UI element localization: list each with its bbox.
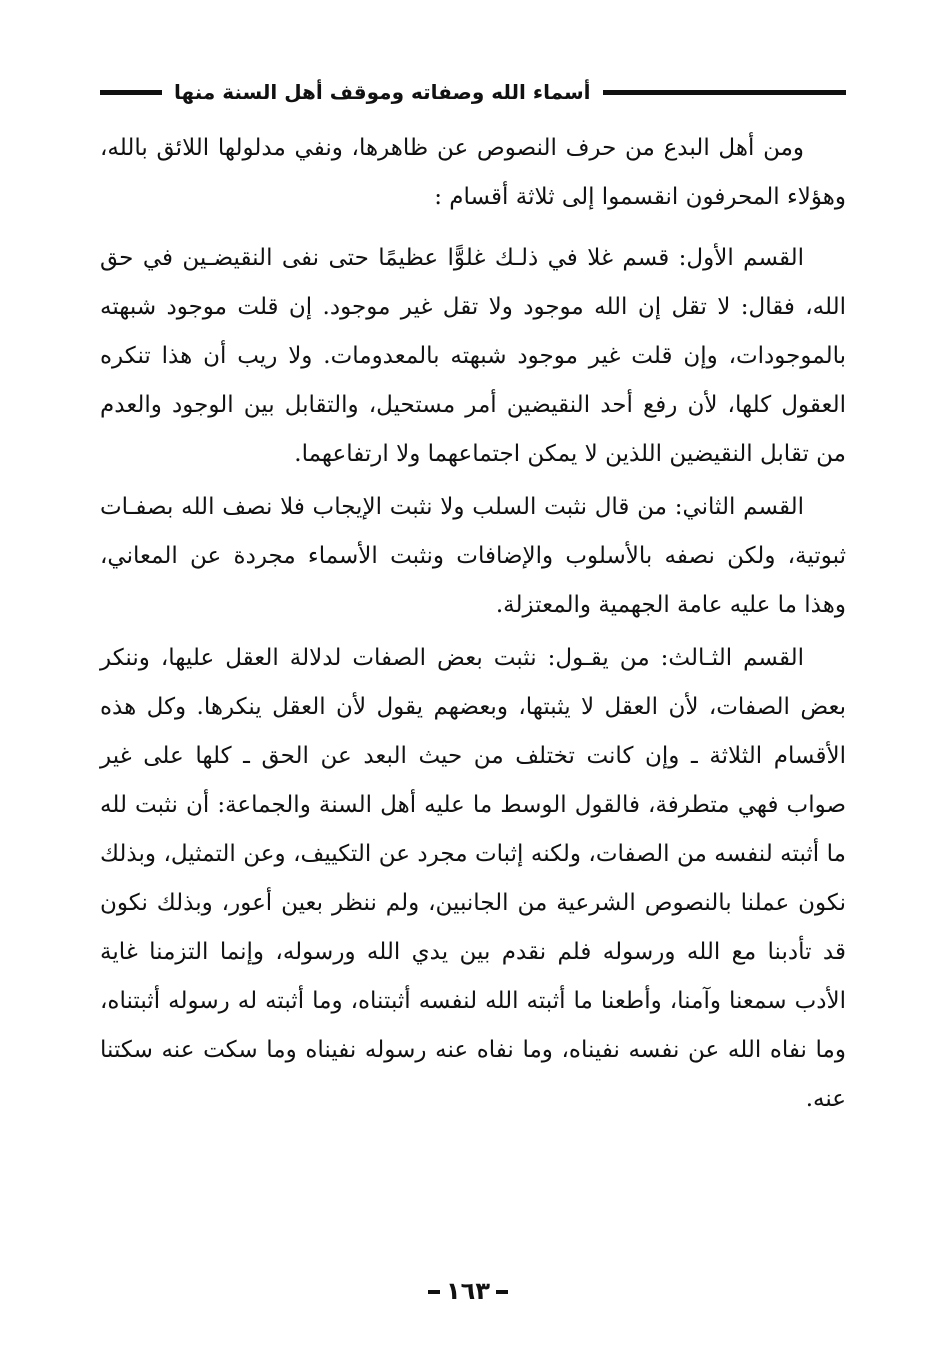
paragraph-section-one: القسم الأول: قسم غلا في ذلـك غلوًّا عظيمًا حتى نفى النقيضـين في حق الله، فقال: لا تقل إن الله موجود ولا تقل غير موجود. إن قلت موجود شبهته بالموجودات، وإن قلت غير موجود شبهته بالمعدومات. ولا ريب أن هذا تنكره العقول كلها، لأن رفع أحد النقيضين أمر مستحيل، والتقابل بين الوجود والعدم من تقابل النقيضين اللذين لا يمكن اجتماعهما ولا ارتفاعهما. — [100, 245, 846, 467]
paragraph-intro: ومن أهل البدع من حرف النصوص عن ظاهرها، ونفي مدلولها اللائق بالله، وهؤلاء المحرفون انقسموا إلى ثلاثة أقسام : — [100, 135, 846, 210]
header-rule-right — [603, 90, 846, 95]
header-rule-left — [100, 90, 162, 95]
body-text — [100, 124, 846, 1124]
running-title: أسماء الله وصفاته وموقف أهل السنة منها — [174, 80, 591, 104]
page-number — [0, 1277, 936, 1305]
paragraph-section-three: القسم الثـالث: من يقـول: نثبت بعض الصفات لدلالة العقل عليها، وننكر بعض الصفات، لأن العقل لا يثبتها، وبعضهم يقول لأن العقل ينكرها. وكل هذه الأقسام الثلاثة ـ وإن كانت تختلف من حيث البعد عن الحق ـ كلها على غير صواب فهي متطرفة، فالقول الوسط ما عليه أهل السنة والجماعة: أن نثبت لله ما أثبته لنفسه من الصفات، ولكنه إثبات مجرد عن التكييف، وعن التمثيل، وبذلك نكون عملنا بالنصوص الشرعية من الجانبين، ولم ننظر بعين أعور، وبذلك نكون قد تأدبنا مع الله ورسوله فلم نقدم بين يدي الله ورسوله، وإنما التزمنا غاية الأدب سمعنا وآمنا، وأطعنا ما أثبته الله لنفسه أثبتناه، وما أثبته له رسوله أثبتناه، وما نفاه الله عن نفسه نفيناه، وما نفاه عنه رسوله نفيناه وما سكت عنه سكتنا عنه. — [100, 645, 846, 1112]
running-header — [100, 70, 846, 114]
folio-dash-left — [428, 1290, 440, 1294]
paragraph-section-two: القسم الثاني: من قال نثبت السلب ولا نثبت الإيجاب فلا نصف الله بصفـات ثبوتية، ولكن نصفه بالأسلوب والإضافات ونثبت الأسماء مجردة عن المعاني، وهذا ما عليه عامة الجهمية والمعتزلة. — [100, 494, 846, 618]
page-number-value: ١٦٣ — [446, 1277, 490, 1305]
folio-dash-right — [496, 1290, 508, 1294]
